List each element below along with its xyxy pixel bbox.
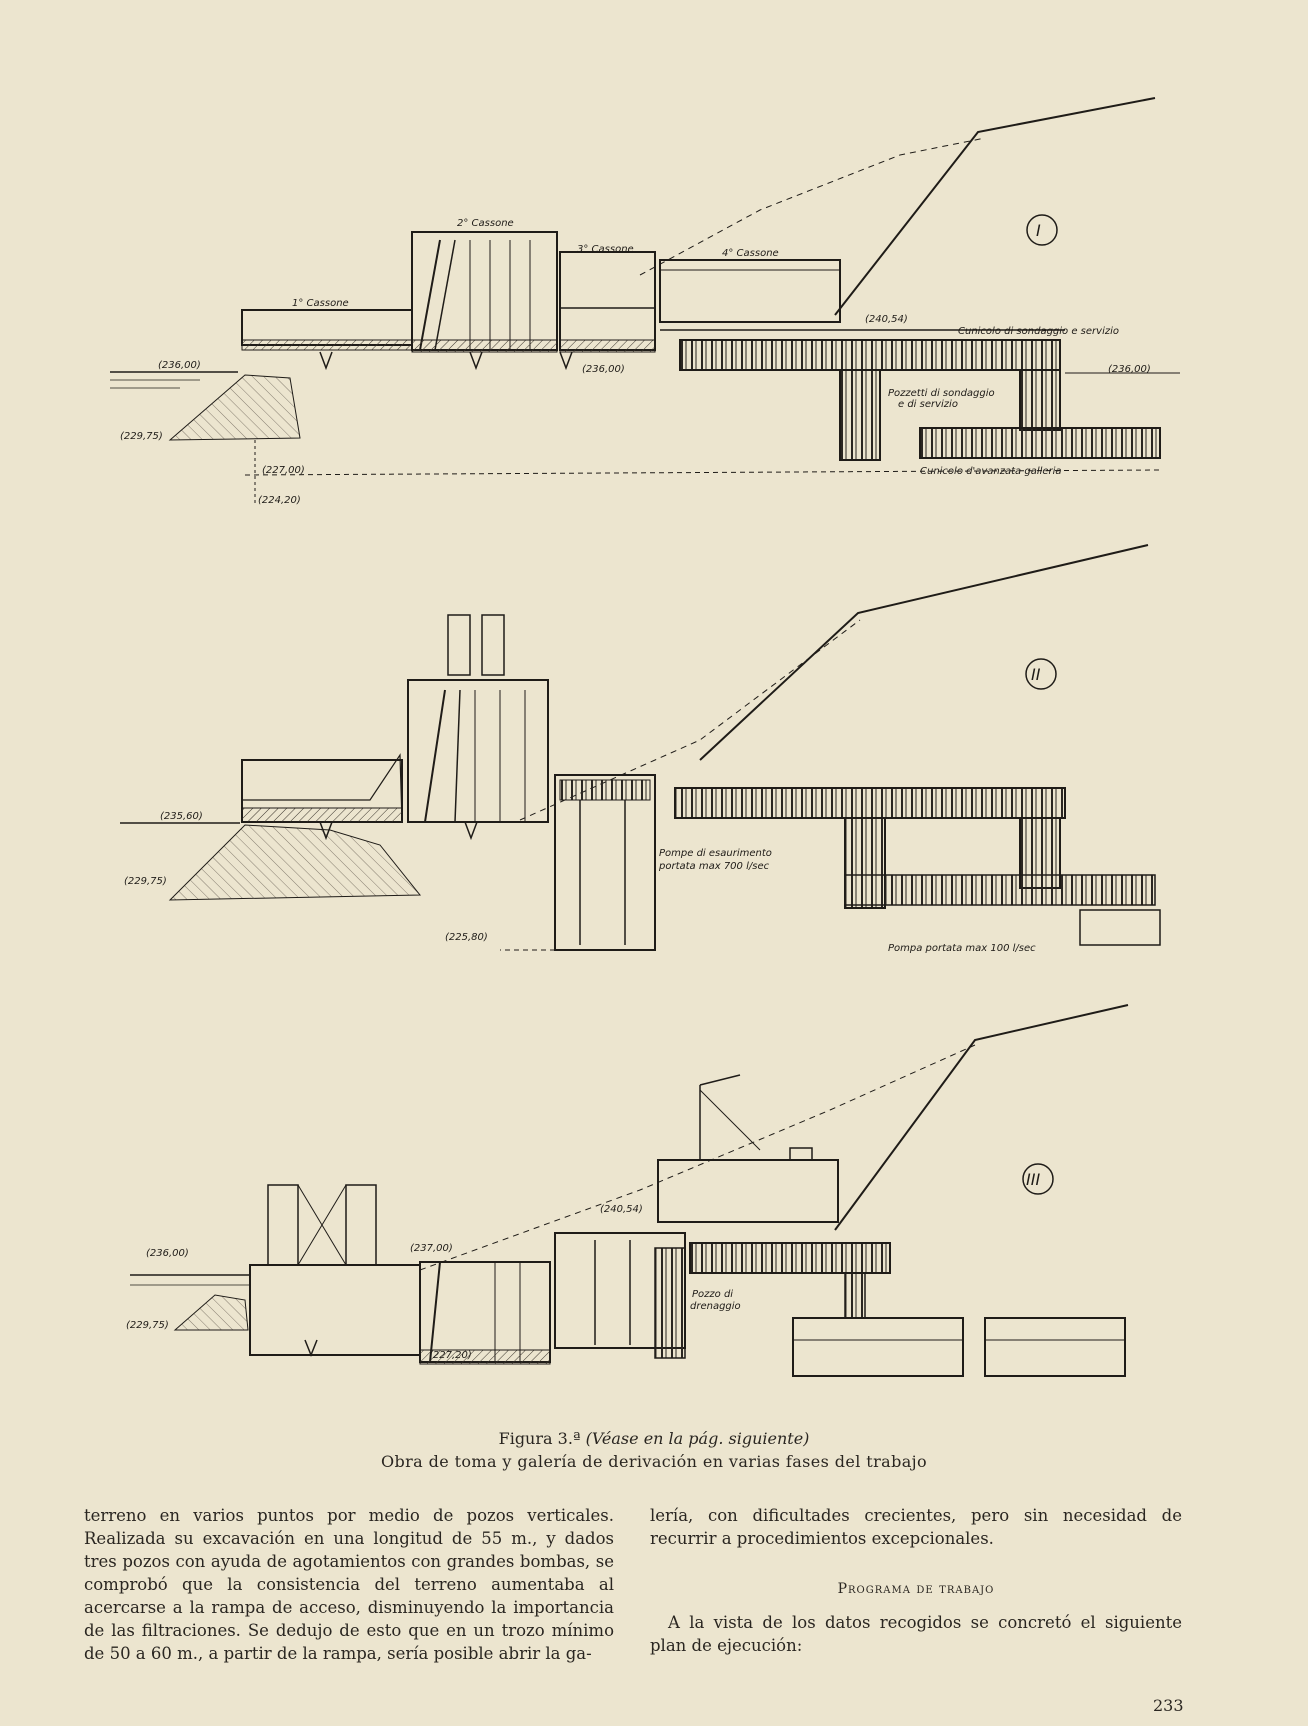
- note-label: Pozzetti di sondaggio: [888, 388, 995, 399]
- section-heading: Programa de trabajo: [837, 1581, 995, 1597]
- phase-2-section: [120, 545, 1160, 950]
- phase-label: II: [1031, 665, 1041, 684]
- figure-reference: (Véase en la pág. siguiente): [585, 1429, 810, 1448]
- level-label: (229,75): [124, 876, 167, 887]
- level-label: (227,00): [262, 465, 305, 476]
- note-label: Cunicolo di sondaggio e servizio: [958, 326, 1119, 337]
- label-caisson-2: 2° Cassone: [457, 218, 514, 229]
- figure-number: Figura 3.ª: [498, 1429, 581, 1448]
- figure-caption-line2: Obra de toma y galería de derivación en varias fases del trabajo: [380, 1452, 928, 1471]
- body-column-left: [84, 1504, 614, 1665]
- label-caisson-1: 1° Cassone: [292, 298, 349, 309]
- body-column-right: [650, 1504, 1182, 1657]
- note-label: Pompa portata max 100 l/sec: [888, 943, 1036, 954]
- label-caisson-4: 4° Cassone: [722, 248, 779, 259]
- level-label: (227,20): [429, 1350, 472, 1361]
- level-label: (229,75): [126, 1320, 169, 1331]
- note-label: Pozzo di: [692, 1289, 734, 1300]
- phase-3-labels: [126, 1164, 1053, 1361]
- phase-3-section: [130, 1005, 1128, 1376]
- note-label: e di servizio: [898, 399, 958, 410]
- phase-label: I: [1036, 221, 1041, 240]
- figure-caption-line1: [0, 1428, 1308, 1450]
- level-label: (224,20): [258, 495, 301, 506]
- level-label: (225,80): [445, 932, 488, 943]
- note-label: drenaggio: [690, 1301, 741, 1312]
- note-label: Cunicolo d'avanzata galleria: [920, 466, 1062, 477]
- level-label: (236,00): [582, 364, 625, 375]
- label-caisson-3: 3° Cassone: [577, 244, 634, 255]
- note-label: Pompe di esaurimento: [659, 848, 772, 859]
- paragraph: A la vista de los datos recogidos se concretó el siguiente plan de ejecución:: [650, 1613, 1182, 1655]
- level-label: (240,54): [865, 314, 908, 325]
- level-label: (236,00): [158, 360, 201, 371]
- page-number: 233: [1153, 1696, 1184, 1715]
- level-label: (240,54): [600, 1204, 643, 1215]
- phase-label: III: [1026, 1170, 1041, 1189]
- level-label: (229,75): [120, 431, 163, 442]
- paragraph: terreno en varios puntos por medio de pozos verticales. Realizada su excavación en una longitud de 55 m., y dados tres pozos con ayuda de agotamientos con grandes bombas, se comprobó que la consistencia del terreno aumentaba al acercarse a la rampa de acceso, disminuyendo la importancia de las filtraciones. Se dedujo de esto que en un trozo mínimo de 50 a 60 m., a partir de la rampa, sería posible abrir la ga-: [84, 1506, 614, 1663]
- level-label: (236,00): [146, 1248, 189, 1259]
- level-label: (236,00): [1108, 364, 1151, 375]
- level-label: (237,00): [410, 1243, 453, 1254]
- note-label: portata max 700 l/sec: [659, 861, 770, 872]
- paragraph: lería, con dificultades crecientes, pero sin necesidad de recurrir a procedimientos excepcionales.: [650, 1506, 1182, 1548]
- phase-1-section: [110, 98, 1180, 505]
- level-label: (235,60): [160, 811, 203, 822]
